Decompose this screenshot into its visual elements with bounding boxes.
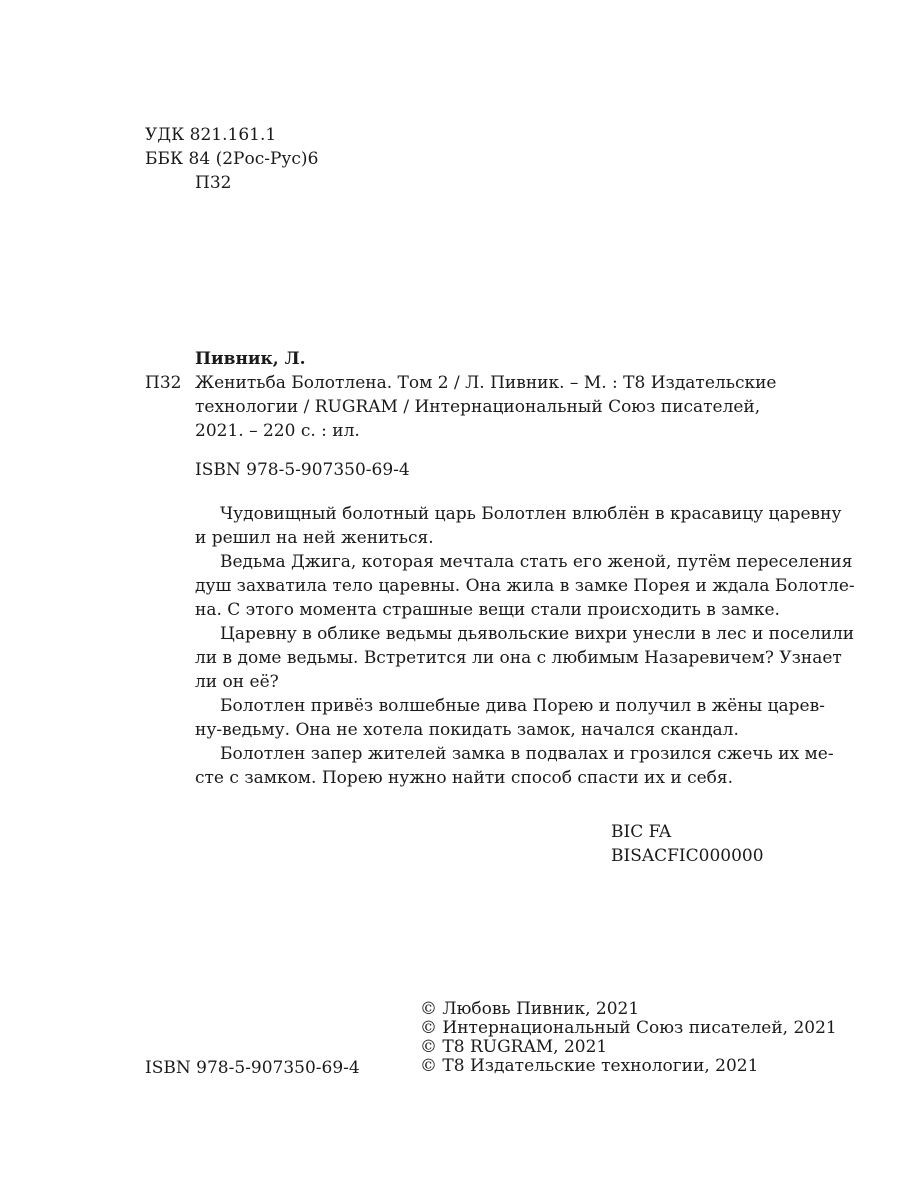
record-isbn: ISBN 978-5-907350-69-4 — [195, 460, 410, 480]
bic-codes — [611, 820, 764, 868]
copyright-line: © Т8 Издательские технологии, 2021 — [420, 1056, 759, 1076]
record-line: технологии / RUGRAM / Интернациональный Союз писателей, — [195, 397, 761, 417]
record-line: 2021. – 220 с. : ил. — [195, 421, 360, 441]
annotation-line: Царевну в облике ведьмы дьявольские вихри унесли в лес и поселили — [220, 624, 855, 644]
bottom-isbn: ISBN 978-5-907350-69-4 — [145, 1058, 360, 1078]
annotation-line: душ захватила тело царевны. Она жила в замке Порея и ждала Болотле- — [195, 576, 855, 596]
copyright-notices — [420, 1000, 837, 1076]
bibliographic-record — [195, 371, 777, 443]
record-author-sign: П32 — [145, 373, 182, 393]
annotation-line: ли он её? — [195, 672, 279, 692]
bisac-code: BISACFIC000000 — [611, 846, 764, 866]
annotation-line: Чудовищный болотный царь Болотлен влюблён в красавицу царевну — [220, 504, 842, 524]
annotation-line: сте с замком. Порею нужно найти способ спасти их и себя. — [195, 768, 734, 788]
bbk-code: ББК 84 (2Рос-Рус)6 — [145, 149, 319, 169]
copyright-line: © Любовь Пивник, 2021 — [420, 999, 640, 1019]
annotation-line: ли в доме ведьмы. Встретится ли она с любимым Назаревичем? Узнает — [195, 648, 842, 668]
annotation-line: Болотлен привёз волшебные дива Порею и получил в жёны царев- — [220, 696, 825, 716]
author-sign: П32 — [195, 173, 232, 193]
annotation-line: Ведьма Джига, которая мечтала стать его женой, путём переселения — [220, 552, 853, 572]
annotation-line: ну-ведьму. Она не хотела покидать замок, начался скандал. — [195, 720, 739, 740]
copyright-line: © Т8 RUGRAM, 2021 — [420, 1037, 608, 1057]
annotation-line: и решил на ней жениться. — [195, 528, 434, 548]
classification-block — [145, 123, 318, 195]
record-author: Пивник, Л. — [195, 349, 306, 369]
copyright-line: © Интернациональный Союз писателей, 2021 — [420, 1018, 837, 1038]
annotation-line: Болотлен запер жителей замка в подвалах и грозился сжечь их ме- — [220, 744, 834, 764]
record-line: Женитьба Болотлена. Том 2 / Л. Пивник. – М. : Т8 Издательские — [195, 373, 777, 393]
udk-code: УДК 821.161.1 — [145, 125, 277, 145]
annotation-line: на. С этого момента страшные вещи стали происходить в замке. — [195, 600, 780, 620]
bic-code: BIC FA — [611, 822, 672, 842]
annotation — [195, 502, 855, 790]
